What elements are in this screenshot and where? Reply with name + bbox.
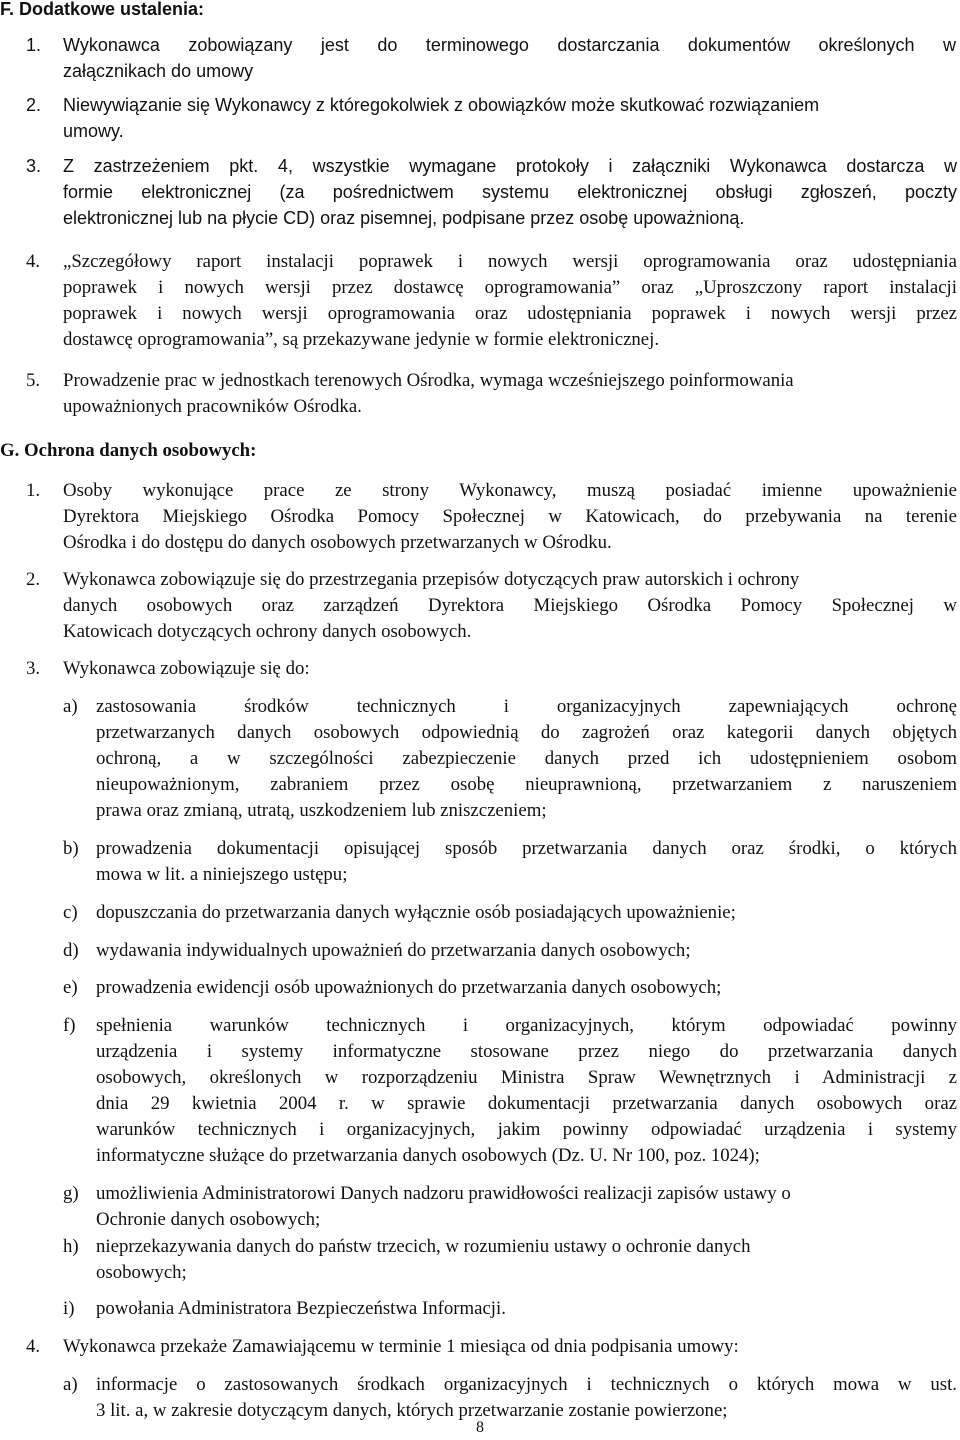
text-line: przetwarzanych danych osobowych odpowiednią do zagrożeń oraz kategorii danych objętych [96,722,957,743]
text-line: informacje o zastosowanych środkach organizacyjnych i technicznych o których mowa w ust. [96,1374,957,1395]
list-marker: d) [63,940,79,961]
text-line: Prowadzenie prac w jednostkach terenowych Ośrodka, wymaga wcześniejszego poinformowania [63,370,794,391]
text-line: dnia 29 kwietnia 2004 r. w sprawie dokumentacji przetwarzania danych osobowych oraz [96,1093,957,1114]
text-line: prowadzenia ewidencji osób upoważnionych do przetwarzania danych osobowych; [96,977,722,998]
text-line: G. Ochrona danych osobowych: [0,440,257,461]
text-line: formie elektronicznej (za pośrednictwem systemu elektronicznej obsługi zgłoszeń, poczty [63,182,957,202]
text-line: nieprzekazywania danych do państw trzecich, w rozumieniu ustawy o ochronie danych [96,1236,751,1257]
text-line: dopuszczania do przetwarzania danych wyłącznie osób posiadających upoważnienie; [96,902,736,923]
text-line: „Szczegółowy raport instalacji poprawek i nowych wersji oprogramowania oraz udostępniania [63,251,957,272]
text-line: wydawania indywidualnych upoważnień do przetwarzania danych osobowych; [96,940,691,961]
text-line: prowadzenia dokumentacji opisującej sposób przetwarzania danych oraz środki, o których [96,838,957,859]
text-line: elektronicznej lub na płycie CD) oraz pisemnej, podpisane przez osobę upoważnioną. [63,208,745,228]
list-marker: e) [63,977,78,998]
text-line: Wykonawca zobowiązuje się do: [63,658,310,679]
text-line: prawa oraz zmianą, utratą, uszkodzeniem lub zniszczeniem; [96,800,547,821]
text-line: Dyrektora Miejskiego Ośrodka Pomocy Społecznej w Katowicach, do przebywania na terenie [63,506,957,527]
text-line: Ochronie danych osobowych; [96,1209,321,1230]
text-line: zastosowania środków technicznych i organizacyjnych zapewniających ochronę [96,696,957,717]
text-line: poprawek i nowych wersji oprogramowania oraz udostępniania poprawek i nowych wersji przez [63,303,957,324]
text-line: mowa w lit. a niniejszego ustępu; [96,864,348,885]
list-marker: a) [63,696,78,717]
text-line: osobowych; [96,1262,187,1283]
text-line: umożliwienia Administratorowi Danych nadzoru prawidłowości realizacji zapisów ustawy o [96,1183,791,1204]
list-marker: b) [63,838,79,859]
text-line: Niewywiązanie się Wykonawcy z któregokolwiek z obowiązków może skutkować rozwiązaniem [63,95,820,115]
text-line: Wykonawca zobowiązany jest do terminowego dostarczania dokumentów określonych w [63,35,956,55]
text-line: osobowych, określonych w rozporządzeniu Ministra Spraw Wewnętrznych i Administracji z [96,1067,957,1088]
text-line: umowy. [63,121,124,141]
list-marker: 3. [26,658,41,679]
list-marker: f) [63,1015,76,1036]
text-line: spełnienia warunków technicznych i organizacyjnych, którym odpowiadać powinny [96,1015,957,1036]
text-line: załącznikach do umowy [63,61,254,81]
list-marker: c) [63,902,78,923]
text-line: Osoby wykonujące prace ze strony Wykonawcy, muszą posiadać imienne upoważnienie [63,480,957,501]
list-marker: 5. [26,370,41,391]
text-line: ochroną, a w szczególności zabezpieczenie danych przed ich udostępnieniem osobom [96,748,957,769]
text-line: F. Dodatkowe ustalenia: [0,0,205,19]
text-line: 3 lit. a, w zakresie dotyczącym danych, których przetwarzanie zostanie powierzone; [96,1400,728,1421]
text-line: Wykonawca zobowiązuje się do przestrzegania przepisów dotyczących praw autorskich i ochrony [63,569,800,590]
list-marker: h) [63,1236,79,1257]
text-line: Ośrodka i do dostępu do danych osobowych przetwarzanych w Ośrodku. [63,532,612,553]
text-line: powołania Administratora Bezpieczeństwa Informacji. [96,1298,506,1319]
text-line: poprawek i nowych wersji przez dostawcę oprogramowania” oraz „Uproszczony raport instalacji [63,277,957,298]
list-marker: i) [63,1298,75,1319]
list-marker: 3. [26,156,42,176]
text-line: danych osobowych oraz zarządzeń Dyrektora Miejskiego Ośrodka Pomocy Społecznej w [63,595,957,616]
text-line: urządzenia i systemy informatyczne stosowane przez niego do przetwarzania danych [96,1041,957,1062]
list-marker: 1. [26,480,41,501]
text-line: upoważnionych pracowników Ośrodka. [63,396,362,417]
list-marker: 1. [26,35,42,55]
text-line: warunków technicznych i organizacyjnych, jakim powinny odpowiadać urządzenia i systemy [96,1119,957,1140]
text-line: nieupoważnionym, zabraniem przez osobę nieuprawnioną, przetwarzaniem z naruszeniem [96,774,957,795]
page-number: 8 [476,1419,484,1436]
list-marker: 2. [26,569,41,590]
list-marker: a) [63,1374,78,1395]
text-line: informatyczne służące do przetwarzania danych osobowych (Dz. U. Nr 100, poz. 1024); [96,1145,760,1166]
text-line: Wykonawca przekaże Zamawiającemu w terminie 1 miesiąca od dnia podpisania umowy: [63,1336,739,1357]
list-marker: g) [63,1183,79,1204]
text-line: Katowicach dotyczących ochrony danych osobowych. [63,621,472,642]
list-marker: 4. [26,1336,41,1357]
text-line: dostawcę oprogramowania”, są przekazywane jedynie w formie elektronicznej. [63,329,660,350]
list-marker: 2. [26,95,42,115]
text-line: Z zastrzeżeniem pkt. 4, wszystkie wymagane protokoły i załączniki Wykonawca dostarcza w [63,156,957,176]
list-marker: 4. [26,251,41,272]
